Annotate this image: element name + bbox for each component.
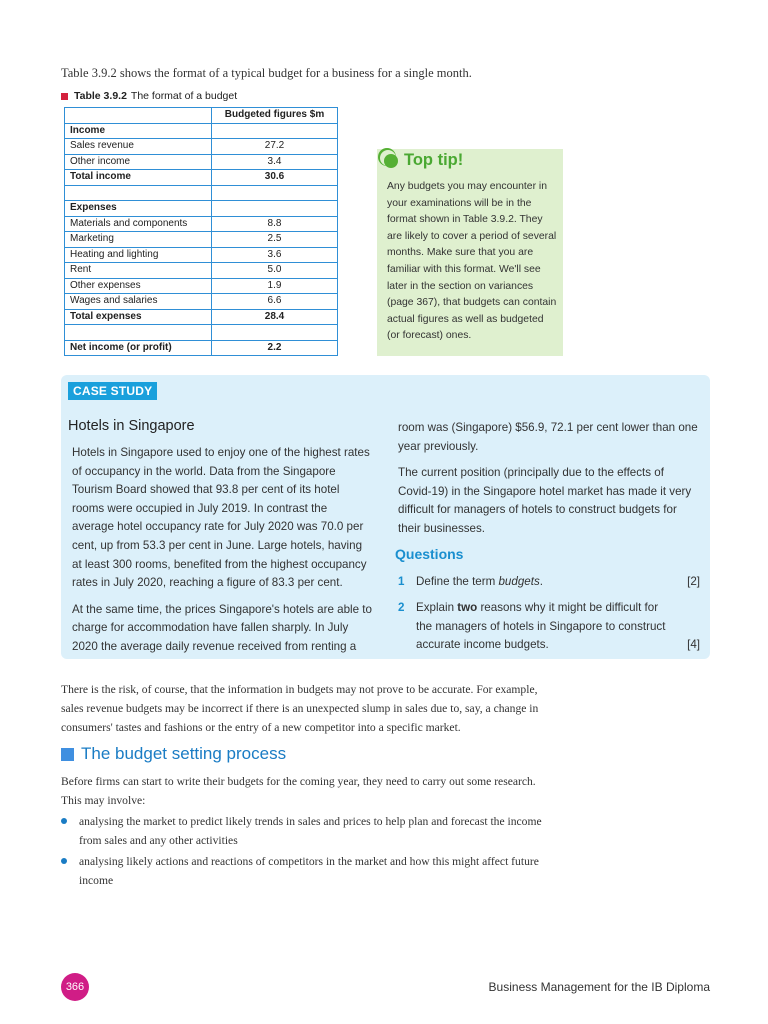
bullet-text: analysing the market to predict likely trends in sales and prices to help plan and forecast the income from sales and any other activities <box>79 815 542 847</box>
table-cell: 3.6 <box>212 247 338 263</box>
table-cell: 28.4 <box>212 309 338 325</box>
table-cell: 30.6 <box>212 170 338 186</box>
question-text <box>416 573 674 592</box>
case-study-column-left <box>72 444 372 665</box>
question-text-part: reasons why it might be difficult for the managers of hotels in Singapore to construct accurate income budgets. <box>416 601 666 652</box>
table-cell: Other expenses <box>65 278 212 294</box>
table-row <box>65 309 338 325</box>
table-cell: 1.9 <box>212 278 338 294</box>
table-cell: Total income <box>65 170 212 186</box>
question-text-part: Explain <box>416 601 458 614</box>
table-cell: 27.2 <box>212 139 338 155</box>
bullet-item <box>61 852 551 890</box>
table-cell: 2.2 <box>212 340 338 356</box>
question-text <box>416 599 674 655</box>
caption-marker <box>61 93 68 100</box>
question-marks: [2] <box>687 575 700 588</box>
case-paragraph: The current position (principally due to the effects of Covid-19) in the Singapore hotel market has made it very difficult for managers of hotels to construct budgets for their businesses. <box>398 466 692 535</box>
body-paragraph: There is the risk, of course, that the information in budgets may not prove to be accurate. For example, sales revenue budgets may be incorrect if there is an unexpected slump in sales due to, say, a change in consumers' tastes and fashions or the entry of a new competitor into a specific market. <box>61 683 539 734</box>
table-row <box>65 232 338 248</box>
table-caption <box>61 90 237 102</box>
table-cell: Heating and lighting <box>65 247 212 263</box>
section-heading <box>61 744 286 764</box>
table-cell <box>65 185 212 201</box>
table-caption-label: Table 3.9.2 <box>74 90 127 102</box>
table-cell: 8.8 <box>212 216 338 232</box>
case-paragraph: Hotels in Singapore used to enjoy one of the highest rates of occupancy in the world. Data from the Singapore Tourism Board showed that 93.8 per cent of its hotel rooms were occupied in July 2019. In contrast the average hotel occupancy rate for July 2020 was 70.0 per cent, up from 53.3 per cent in June. Large hotels, having at least 300 rooms, benefited from the highest occupancy rates in July 2020, reaching a figure of 83.3 per cent. <box>72 446 370 590</box>
table-row <box>65 185 338 201</box>
top-tip-title: Top tip! <box>404 151 464 169</box>
case-paragraph: At the same time, the prices Singapore's hotels are able to charge for accommodation have fallen sharply. In July 2020 the average daily revenue received from renting a <box>72 602 372 653</box>
table-cell: Sales revenue <box>65 139 212 155</box>
table-cell: Materials and components <box>65 216 212 232</box>
table-row <box>65 216 338 232</box>
book-title: Business Management for the IB Diploma <box>488 980 710 994</box>
table-cell: 6.6 <box>212 294 338 310</box>
questions-heading: Questions <box>395 546 464 562</box>
table-cell: 3.4 <box>212 154 338 170</box>
question-text-part: . <box>539 575 543 588</box>
case-study-column-right <box>398 419 700 547</box>
table-cell: Net income (or profit) <box>65 340 212 356</box>
table-row <box>65 201 338 217</box>
table-row <box>65 123 338 139</box>
table-cell <box>212 123 338 139</box>
question-item <box>398 573 700 593</box>
table-row <box>65 278 338 294</box>
table-header-cell <box>65 108 212 124</box>
table-cell: Expenses <box>65 201 212 217</box>
table-cell: Income <box>65 123 212 139</box>
question-text-part: Define the term <box>416 575 499 588</box>
case-paragraph: room was (Singapore) $56.9, 72.1 per cent lower than one year previously. <box>398 421 698 453</box>
table-cell: Marketing <box>65 232 212 248</box>
budget-table <box>64 107 338 356</box>
top-tip-box <box>377 149 563 356</box>
table-row <box>65 139 338 155</box>
table-row <box>65 247 338 263</box>
case-study-label: CASE STUDY <box>68 382 157 400</box>
heading-marker-icon <box>61 748 74 761</box>
table-header-cell: Budgeted figures $m <box>212 108 338 124</box>
bullet-icon <box>61 858 67 864</box>
case-study-title: Hotels in Singapore <box>68 418 195 434</box>
table-row <box>65 263 338 279</box>
table-row <box>65 154 338 170</box>
table-cell: 2.5 <box>212 232 338 248</box>
table-header-row <box>65 108 338 124</box>
question-number: 2 <box>398 601 405 614</box>
table-row <box>65 294 338 310</box>
top-tip-body: Any budgets you may encounter in your examinations will be in the format shown in Table 3.9.2. They are likely to cover a period of several months. Make sure that you are familiar with this format. We'll see later in the section on variances (page 367), that budgets can contain actual figures as well as budgeted (or forecast) ones. <box>387 181 557 342</box>
top-tip-heading <box>384 151 463 170</box>
intro-text: Table 3.9.2 shows the format of a typical budget for a business for a single month. <box>61 66 472 80</box>
section-heading-text: The budget setting process <box>81 744 287 763</box>
table-cell: Rent <box>65 263 212 279</box>
bullet-icon <box>61 818 67 824</box>
tip-bullet-icon <box>384 154 398 168</box>
question-number: 1 <box>398 575 405 588</box>
table-cell: Wages and salaries <box>65 294 212 310</box>
bullet-item <box>61 812 551 850</box>
table-cell: 5.0 <box>212 263 338 279</box>
table-row <box>65 340 338 356</box>
table-cell: Total expenses <box>65 309 212 325</box>
page-number-badge: 366 <box>61 973 89 1001</box>
bullet-text: analysing likely actions and reactions of competitors in the market and how this might affect future income <box>79 855 539 887</box>
question-emphasis: two <box>457 601 478 614</box>
table-cell: Other income <box>65 154 212 170</box>
table-caption-text: The format of a budget <box>130 90 238 102</box>
table-cell <box>212 185 338 201</box>
question-marks: [4] <box>687 638 700 651</box>
table-cell <box>212 201 338 217</box>
body-paragraph: Before firms can start to write their budgets for the coming year, they need to carry out some research. This may involve: <box>61 775 536 807</box>
table-cell <box>65 325 212 341</box>
question-term: budgets <box>498 575 540 588</box>
table-cell <box>212 325 338 341</box>
question-item <box>398 599 700 657</box>
table-row <box>65 170 338 186</box>
table-row <box>65 325 338 341</box>
